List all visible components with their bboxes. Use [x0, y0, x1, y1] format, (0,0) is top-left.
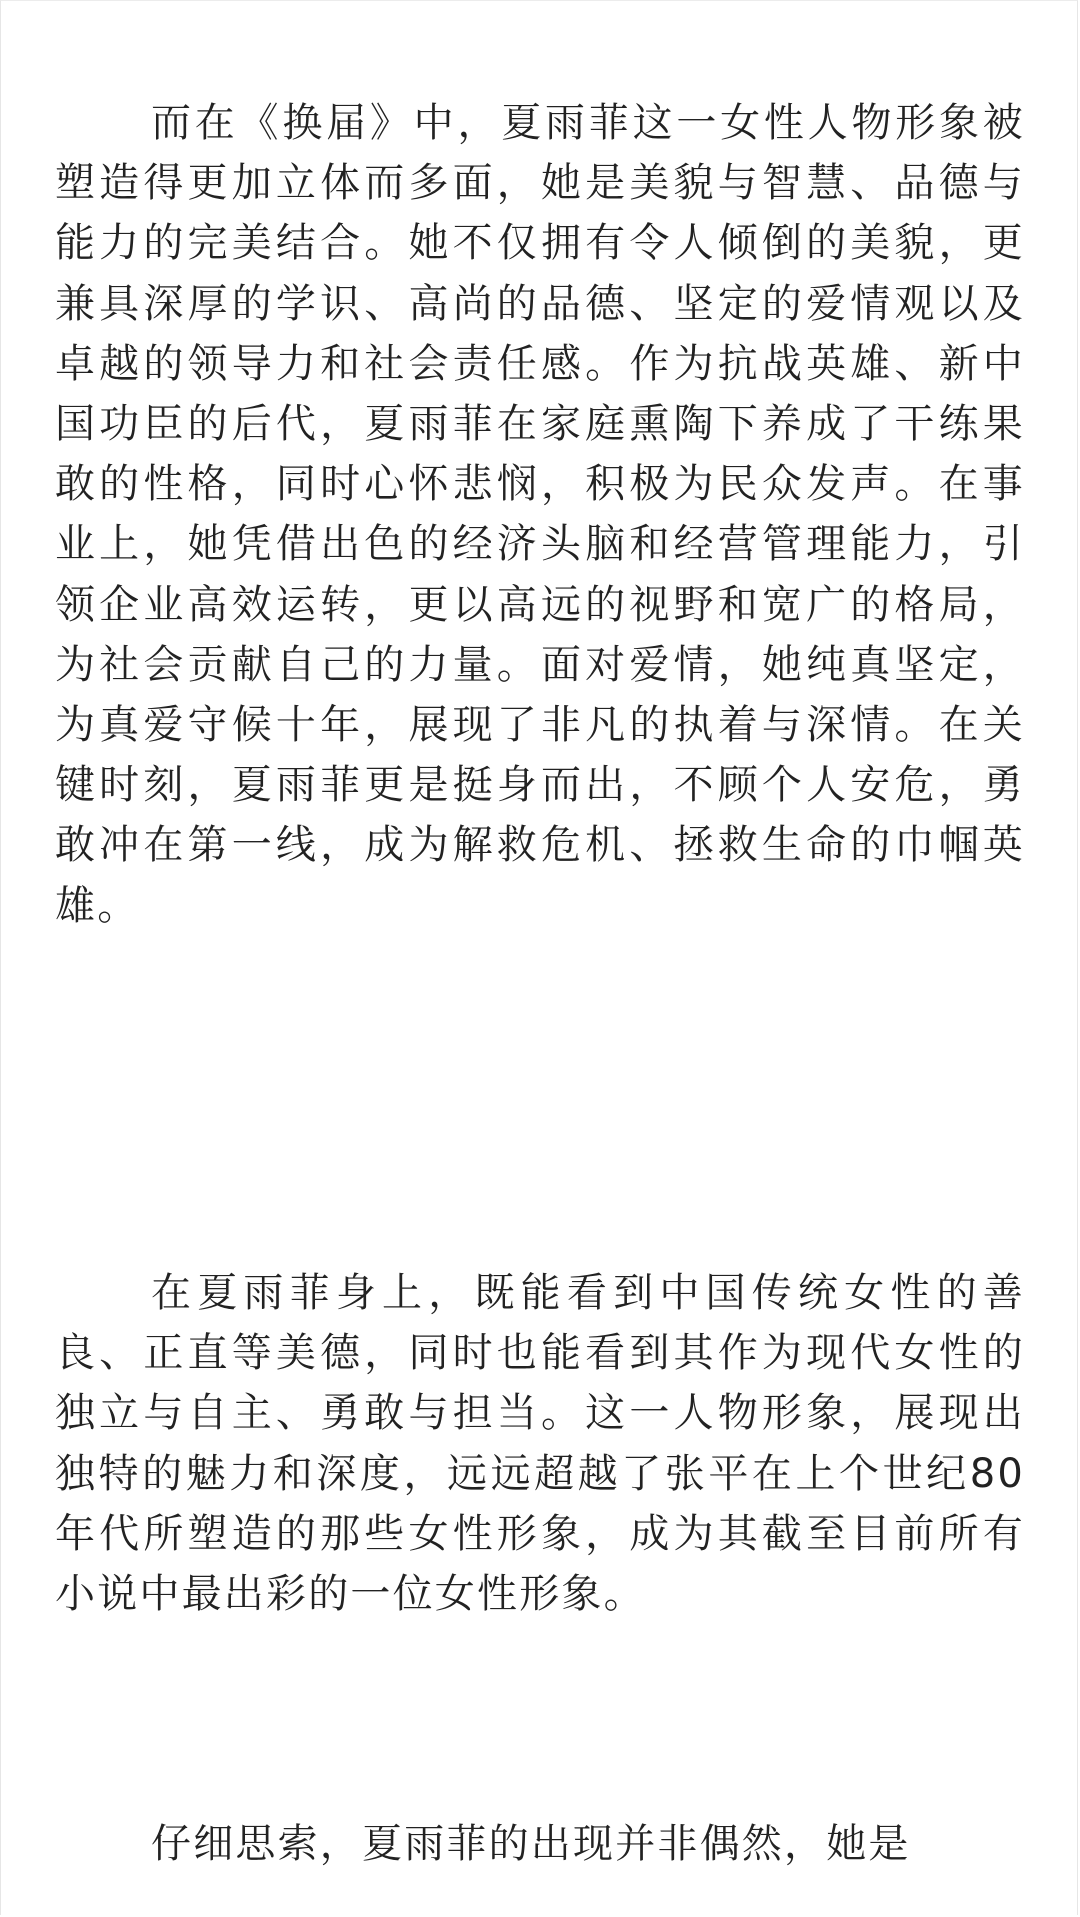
article-paragraph-3: 仔细思索，夏雨菲的出现并非偶然，她是 — [151, 1821, 911, 1867]
article-paragraph-2: 在夏雨菲身上，既能看到中国传统女性的善良、正直等美德，同时也能看到其作为现代女性的独立与自主、勇敢与担当。这一人物形象，展现出独特的魅力和深度，远远超越了张平在上个世纪80年代所塑造的那些女性形象，成为其截至目前所有小说中最出彩的一位女性形象。 — [55, 1270, 1025, 1618]
article-paragraph-1: 而在《换届》中，夏雨菲这一女性人物形象被塑造得更加立体而多面，她是美貌与智慧、品德与能力的完美结合。她不仅拥有令人倾倒的美貌，更兼具深厚的学识、高尚的品德、坚定的爱情观以及卓越的领导力和社会责任感。作为抗战英雄、新中国功臣的后代，夏雨菲在家庭熏陶下养成了干练果敢的性格，同时心怀悲悯，积极为民众发声。在事业上，她凭借出色的经济头脑和经营管理能力，引领企业高效运转，更以高远的视野和宽广的格局，为社会贡献自己的力量。面对爱情，她纯真坚定，为真爱守候十年，展现了非凡的执着与深情。在关键时刻，夏雨菲更是挺身而出，不顾个人安危，勇敢冲在第一线，成为解救危机、拯救生命的巾帼英雄。 — [55, 100, 1025, 929]
